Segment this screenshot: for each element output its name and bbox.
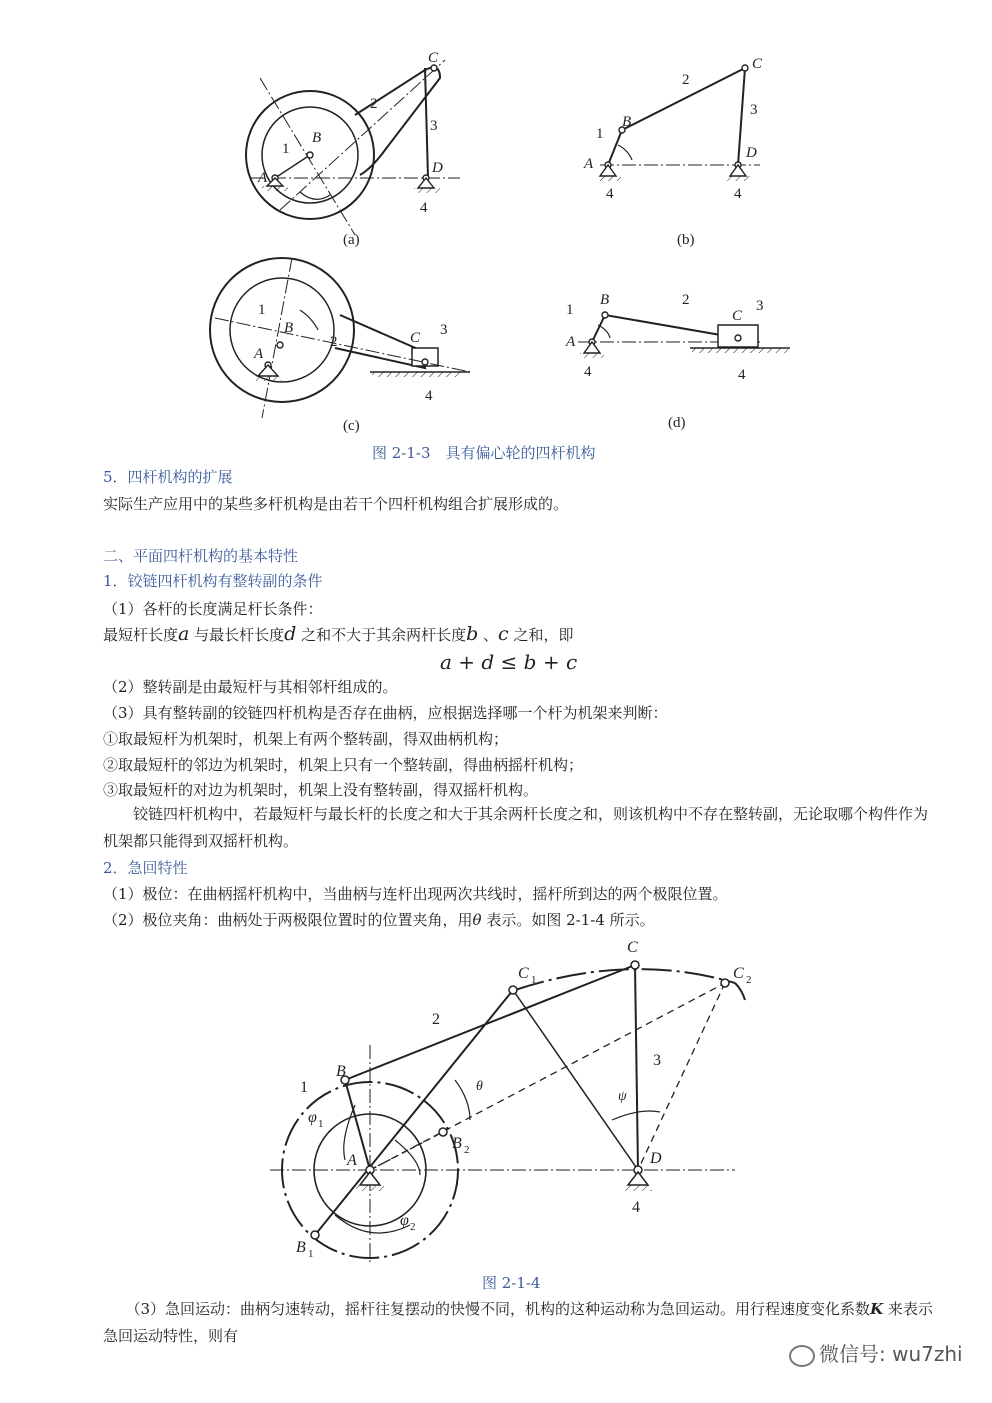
svg-text:φ: φ — [400, 1212, 409, 1229]
svg-text:2: 2 — [370, 96, 378, 112]
svg-text:D: D — [650, 1150, 662, 1167]
figure-2-1-3-caption: 图 2-1-3 具有偏心轮的四杆机构 — [372, 444, 596, 462]
svg-text:4: 4 — [738, 367, 746, 383]
svg-text:A: A — [254, 346, 264, 362]
svg-text:A: A — [258, 170, 268, 186]
svg-text:B: B — [600, 292, 610, 308]
figure-2-1-3 — [0, 0, 992, 470]
label-a: (a) — [343, 232, 360, 248]
figure-2-1-4-caption: 图 2-1-4 — [482, 1274, 541, 1292]
svg-text:A: A — [566, 334, 576, 350]
length-condition: 最短杆长度a 与最长杆长度d 之和不大于其余两杆长度b 、c 之和，即 — [103, 623, 574, 645]
svg-text:C: C — [733, 965, 744, 982]
figure-2-1-4 — [0, 930, 992, 1270]
wechat-watermark: 微信号: wu7zhi — [789, 1338, 963, 1367]
svg-text:3: 3 — [756, 298, 764, 314]
svg-text:4: 4 — [606, 186, 614, 202]
svg-text:A: A — [347, 1152, 357, 1169]
svg-text:2: 2 — [464, 1144, 470, 1156]
case-3: ③取最短杆的对边为机架时，机架上没有整转副，得双摇杆机构。 — [103, 781, 539, 799]
section-5-text: 实际生产应用中的某些多杆机构是由若干个四杆机构组合扩展形成的。 — [103, 495, 569, 513]
svg-text:1: 1 — [300, 1079, 308, 1096]
svg-text:φ: φ — [308, 1109, 317, 1126]
subsection-1-heading: 1．铰链四杆机构有整转副的条件 — [103, 572, 323, 590]
svg-text:B: B — [284, 320, 294, 336]
item-2: （2）整转副是由最短杆与其相邻杆组成的。 — [103, 678, 398, 696]
svg-text:3: 3 — [653, 1052, 661, 1069]
svg-text:C: C — [752, 56, 763, 72]
wechat-icon — [789, 1345, 815, 1367]
svg-text:D: D — [746, 145, 757, 161]
extreme-angle: （2）极位夹角：曲柄处于两极限位置时的位置夹角，用θ 表示。如图 2-1-4 所示。 — [103, 911, 655, 929]
label-b: (b) — [677, 232, 695, 248]
extreme-position: （1）极位：在曲柄摇杆机构中，当曲柄与连杆出现两次共线时，摇杆所到达的两个极限位置。 — [103, 885, 728, 903]
svg-text:4: 4 — [734, 186, 742, 202]
subsection-2-heading: 2．急回特性 — [103, 859, 188, 877]
diagram-a — [246, 60, 460, 235]
svg-text:2: 2 — [682, 292, 690, 308]
svg-text:B: B — [452, 1135, 462, 1152]
svg-text:2: 2 — [682, 72, 690, 88]
label-d: (d) — [668, 415, 686, 431]
case-2: ②取最短杆的邻边为机架时，机架上只有一个整转副，得曲柄摇杆机构； — [103, 756, 584, 774]
item-1: （1）各杆的长度满足杆长条件： — [103, 600, 323, 618]
svg-text:3: 3 — [440, 322, 448, 338]
svg-text:B: B — [296, 1239, 306, 1256]
svg-text:C: C — [518, 965, 529, 982]
svg-text:3: 3 — [430, 118, 438, 134]
svg-text:B: B — [312, 130, 322, 146]
svg-text:4: 4 — [632, 1199, 640, 1216]
svg-text:B: B — [336, 1063, 346, 1080]
svg-text:2: 2 — [432, 1011, 440, 1028]
svg-text:3: 3 — [750, 102, 758, 118]
svg-text:1: 1 — [531, 974, 537, 986]
svg-text:4: 4 — [425, 388, 433, 404]
svg-text:D: D — [432, 160, 443, 176]
svg-text:1: 1 — [318, 1118, 324, 1130]
case-1: ①取最短杆为机架时，机架上有两个整转副，得双曲柄机构； — [103, 730, 509, 748]
svg-text:C: C — [732, 308, 743, 324]
svg-text:1: 1 — [308, 1248, 314, 1260]
svg-text:1: 1 — [282, 141, 290, 157]
svg-text:B: B — [622, 114, 632, 130]
quick-return-paragraph: （3）急回运动：曲柄匀速转动，摇杆往复摆动的快慢不同，机构的这种运动称为急回运动。用行程速度变化系数K 来表示急回运动特性，则有 — [103, 1300, 933, 1345]
svg-text:1: 1 — [258, 302, 266, 318]
svg-text:2: 2 — [410, 1221, 416, 1233]
svg-text:4: 4 — [420, 200, 428, 216]
svg-text:4: 4 — [584, 364, 592, 380]
svg-text:2: 2 — [746, 974, 752, 986]
item-3: （3）具有整转副的铰链四杆机构是否存在曲柄，应根据选择哪一个杆为机架来判断： — [103, 704, 668, 722]
svg-text:θ: θ — [476, 1079, 483, 1094]
diagram-d — [578, 312, 790, 358]
svg-text:A: A — [584, 156, 594, 172]
svg-text:1: 1 — [596, 126, 604, 142]
condition-formula: a + d ≤ b + c — [440, 650, 578, 674]
section-5-heading: 5．四杆机构的扩展 — [103, 468, 233, 486]
label-c: (c) — [343, 418, 360, 434]
svg-text:2: 2 — [330, 334, 338, 350]
svg-text:C: C — [428, 50, 439, 66]
svg-text:C: C — [627, 939, 638, 956]
part-2-heading: 二、平面四杆机构的基本特性 — [103, 547, 299, 565]
note-paragraph: 铰链四杆机构中，若最短杆与最长杆的长度之和大于其余两杆长度之和，则该机构中不存在整转副，无论取哪个构件作为机架都只能得到双摇杆机构。 — [103, 805, 929, 850]
svg-text:1: 1 — [566, 302, 574, 318]
svg-text:ψ: ψ — [618, 1089, 627, 1104]
svg-text:C: C — [410, 330, 421, 346]
